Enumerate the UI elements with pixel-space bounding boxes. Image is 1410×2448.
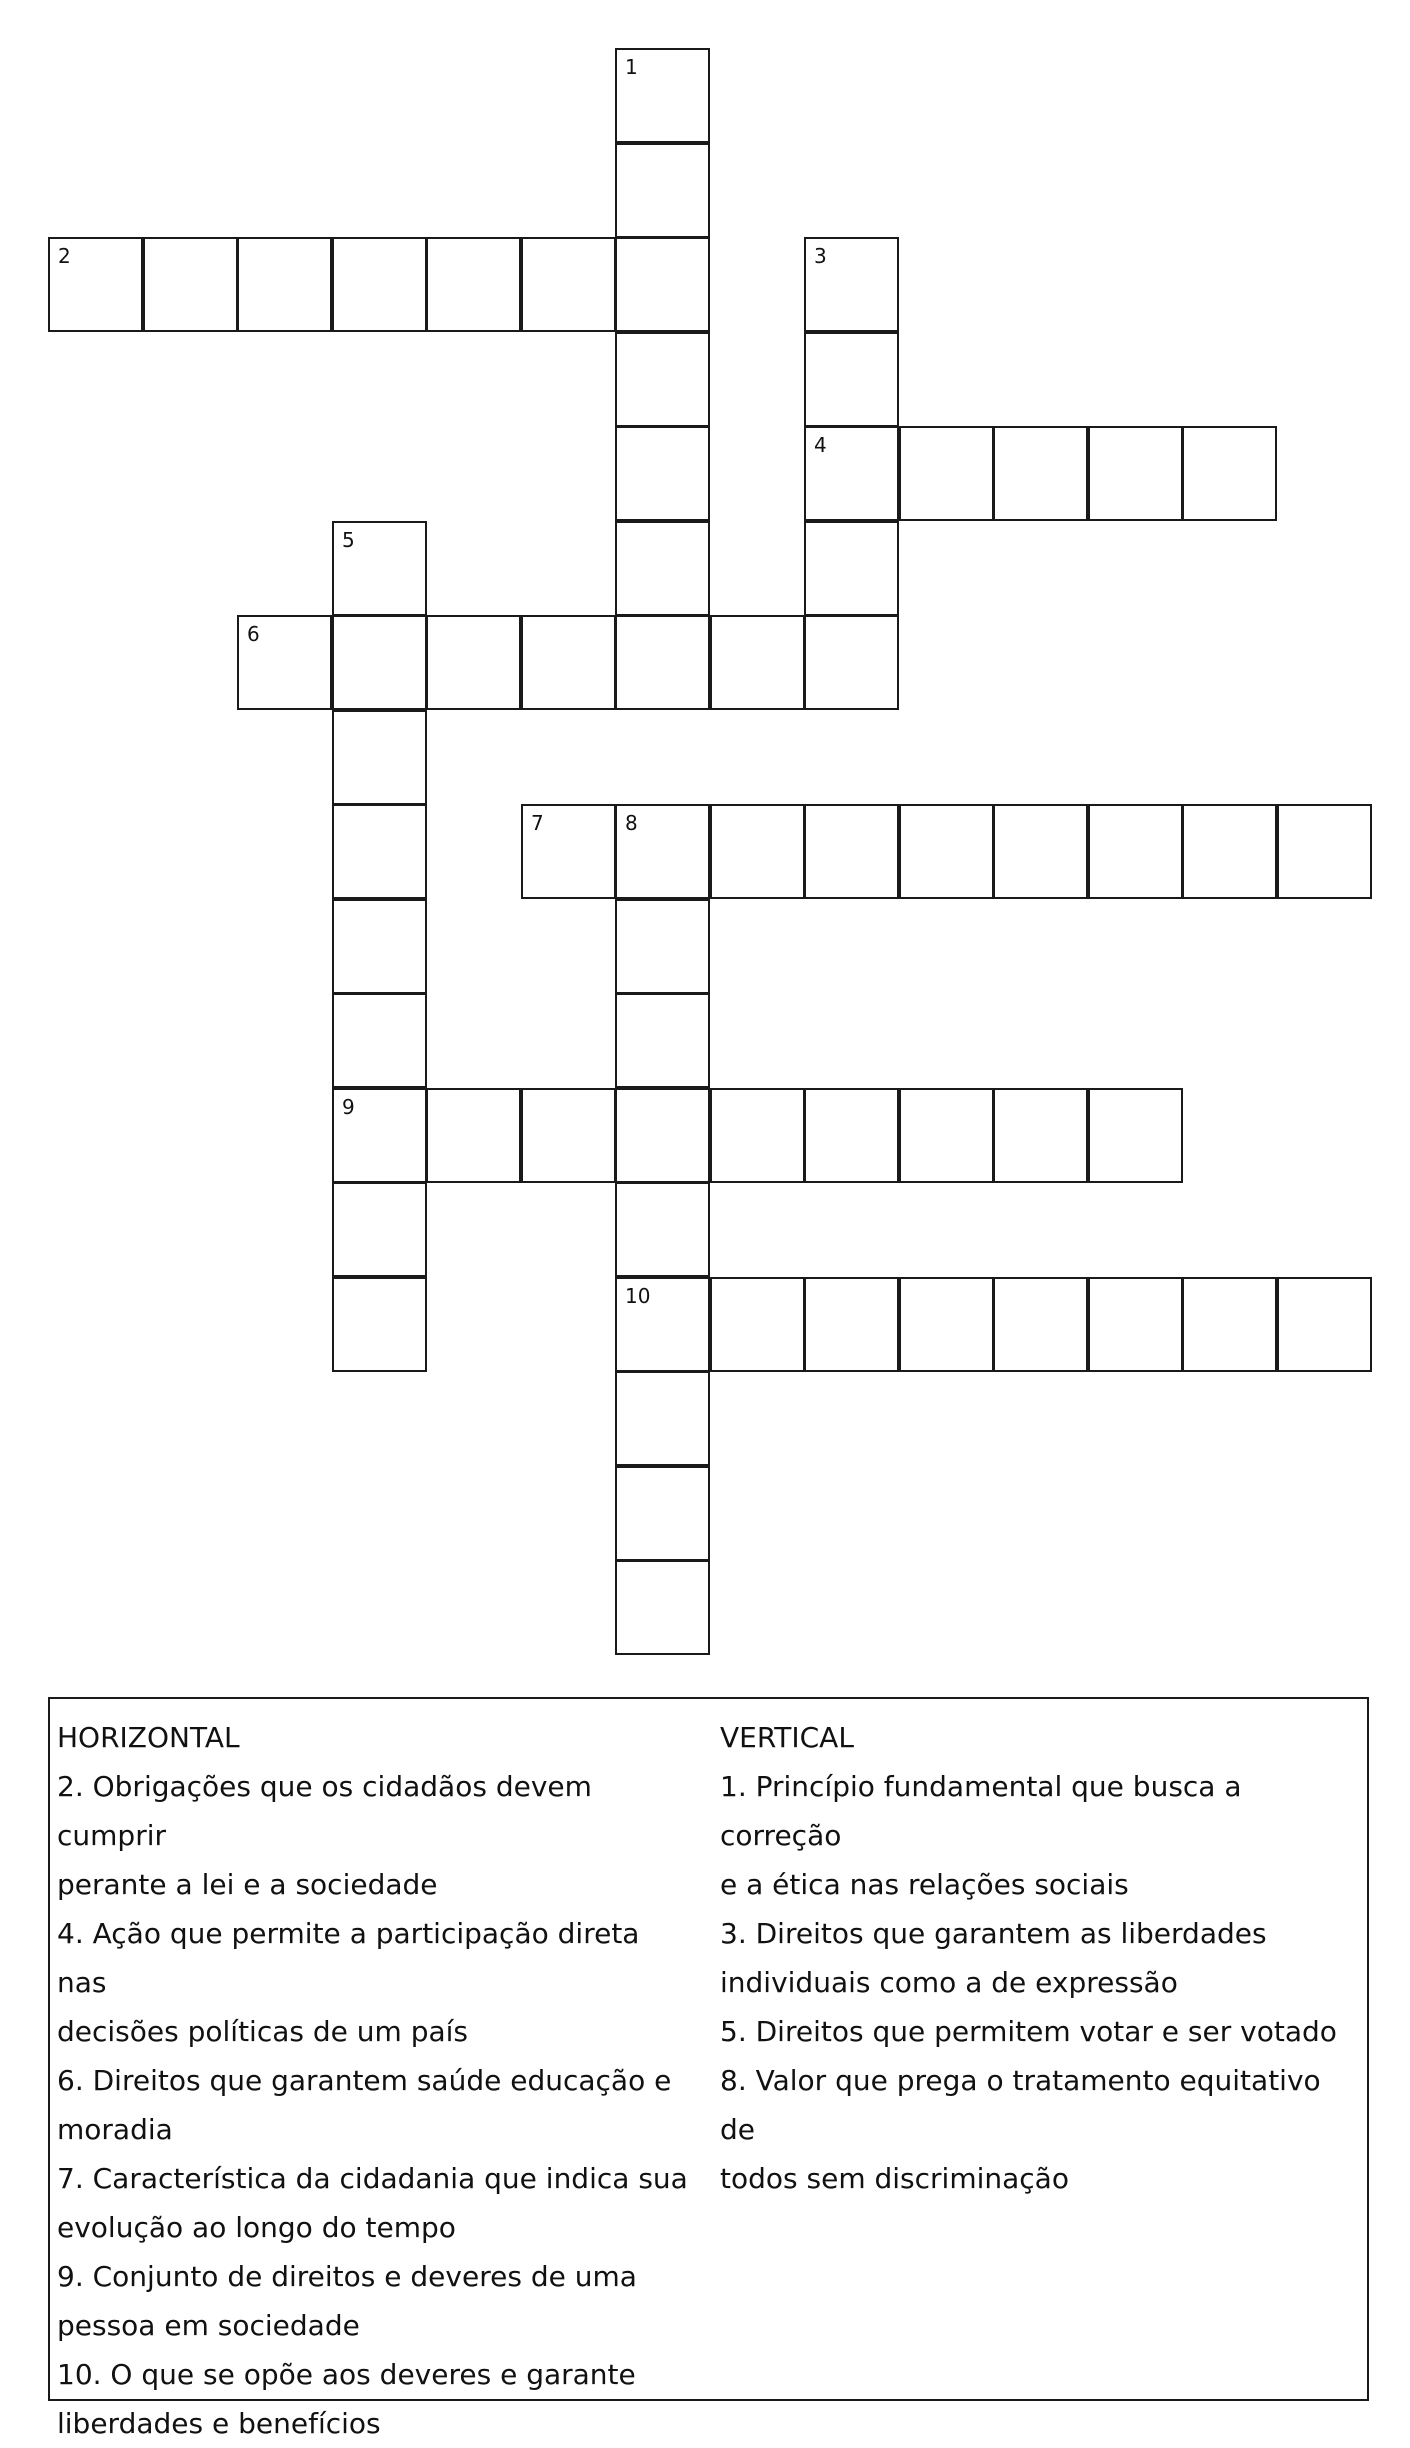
grid-cell[interactable] (1182, 426, 1277, 521)
grid-cell[interactable] (237, 237, 332, 332)
clue-across-2-line2: perante a lei e a sociedade (57, 1868, 438, 1901)
grid-cell[interactable] (143, 237, 238, 332)
grid-cell[interactable] (804, 1277, 899, 1372)
vertical-heading: VERTICAL (720, 1721, 854, 1754)
clue-across-7-line2: evolução ao longo do tempo (57, 2211, 456, 2244)
grid-cell[interactable] (615, 1277, 710, 1372)
grid-cell[interactable] (1182, 1277, 1277, 1372)
grid-cell[interactable] (710, 1277, 805, 1372)
grid-cell[interactable] (804, 426, 899, 521)
grid-cell[interactable] (332, 237, 427, 332)
grid-cell[interactable] (710, 1088, 805, 1183)
grid-cell[interactable] (1182, 804, 1277, 899)
grid-cell[interactable] (804, 804, 899, 899)
grid-cell[interactable] (1088, 1277, 1183, 1372)
grid-cell[interactable] (237, 615, 332, 710)
grid-cell[interactable] (332, 1088, 427, 1183)
clue-down-5-line1: 5. Direitos que permitem votar e ser votado (720, 2015, 1337, 2048)
grid-cell[interactable] (615, 804, 710, 899)
clue-down-1-line1: 1. Princípio fundamental que busca a correção (720, 1770, 1242, 1852)
grid-cell[interactable] (899, 426, 994, 521)
grid-cell[interactable] (804, 521, 899, 616)
grid-cell[interactable] (1277, 804, 1372, 899)
clue-across-9-line2: pessoa em sociedade (57, 2309, 360, 2342)
clue-number: 2 (58, 244, 71, 268)
clue-number: 9 (342, 1095, 355, 1119)
grid-cell[interactable] (426, 1088, 521, 1183)
clue-across-4-line2: decisões políticas de um país (57, 2015, 468, 2048)
grid-cell[interactable] (426, 615, 521, 710)
grid-cell[interactable] (521, 1088, 616, 1183)
clue-down-3-line2: individuais como a de expressão (720, 1966, 1178, 1999)
clue-number: 10 (625, 1284, 651, 1308)
clue-across-10-line2: liberdades e benefícios (57, 2407, 381, 2440)
grid-cell[interactable] (332, 993, 427, 1088)
grid-cell[interactable] (804, 615, 899, 710)
clue-number: 8 (625, 811, 638, 835)
clue-down-8-line1: 8. Valor que prega o tratamento equitativo de (720, 2064, 1321, 2146)
grid-cell[interactable] (993, 1277, 1088, 1372)
grid-cell[interactable] (615, 1466, 710, 1561)
grid-cell[interactable] (899, 1277, 994, 1372)
clue-across-6-line2: moradia (57, 2113, 173, 2146)
clue-across-10-line1: 10. O que se opõe aos deveres e garante (57, 2358, 636, 2391)
grid-cell[interactable] (1088, 804, 1183, 899)
clue-across-9-line1: 9. Conjunto de direitos e deveres de uma (57, 2260, 637, 2293)
grid-cell[interactable] (615, 426, 710, 521)
grid-cell[interactable] (332, 615, 427, 710)
grid-cell[interactable] (1088, 1088, 1183, 1183)
grid-cell[interactable] (521, 237, 616, 332)
grid-cell[interactable] (332, 1277, 427, 1372)
clues-panel (48, 1697, 1369, 2440)
grid-cell[interactable] (615, 48, 710, 143)
grid-cell[interactable] (899, 804, 994, 899)
grid-cell[interactable] (615, 1182, 710, 1277)
grid-cell[interactable] (332, 899, 427, 994)
grid-cell[interactable] (993, 804, 1088, 899)
grid-cell[interactable] (615, 899, 710, 994)
grid-cell[interactable] (426, 237, 521, 332)
clue-down-1-line2: e a ética nas relações sociais (720, 1868, 1129, 1901)
grid-cell[interactable] (615, 993, 710, 1088)
grid-cell[interactable] (993, 426, 1088, 521)
clue-number: 3 (814, 244, 827, 268)
grid-cell[interactable] (48, 237, 143, 332)
grid-cell[interactable] (899, 1088, 994, 1183)
grid-cell[interactable] (710, 804, 805, 899)
grid-cell[interactable] (615, 1560, 710, 1655)
horizontal-heading: HORIZONTAL (57, 1721, 240, 1754)
clue-number: 1 (625, 55, 638, 79)
horizontal-clues (57, 1713, 697, 2448)
grid-cell[interactable] (1088, 426, 1183, 521)
clue-number: 7 (531, 811, 544, 835)
grid-cell[interactable] (1277, 1277, 1372, 1372)
clue-number: 5 (342, 528, 355, 552)
grid-cell[interactable] (993, 1088, 1088, 1183)
grid-cell[interactable] (615, 1371, 710, 1466)
clue-number: 6 (247, 622, 260, 646)
grid-cell[interactable] (615, 237, 710, 332)
clue-across-7-line1: 7. Característica da cidadania que indica sua (57, 2162, 688, 2195)
clue-across-6-line1: 6. Direitos que garantem saúde educação e (57, 2064, 672, 2097)
vertical-clues (720, 1713, 1360, 2203)
grid-cell[interactable] (804, 237, 899, 332)
grid-cell[interactable] (615, 1088, 710, 1183)
grid-cell[interactable] (615, 615, 710, 710)
grid-cell[interactable] (804, 1088, 899, 1183)
grid-cell[interactable] (710, 615, 805, 710)
grid-cell[interactable] (332, 1182, 427, 1277)
clue-down-8-line2: todos sem discriminação (720, 2162, 1069, 2195)
grid-cell[interactable] (332, 804, 427, 899)
grid-cell[interactable] (521, 615, 616, 710)
clue-down-3-line1: 3. Direitos que garantem as liberdades (720, 1917, 1267, 1950)
grid-cell[interactable] (332, 521, 427, 616)
grid-cell[interactable] (521, 804, 616, 899)
grid-cell[interactable] (615, 332, 710, 427)
grid-cell[interactable] (332, 710, 427, 805)
grid-cell[interactable] (804, 332, 899, 427)
clue-across-4-line1: 4. Ação que permite a participação direta nas (57, 1917, 640, 1999)
clue-number: 4 (814, 433, 827, 457)
grid-cell[interactable] (615, 143, 710, 238)
clue-across-2-line1: 2. Obrigações que os cidadãos devem cumprir (57, 1770, 592, 1852)
grid-cell[interactable] (615, 521, 710, 616)
